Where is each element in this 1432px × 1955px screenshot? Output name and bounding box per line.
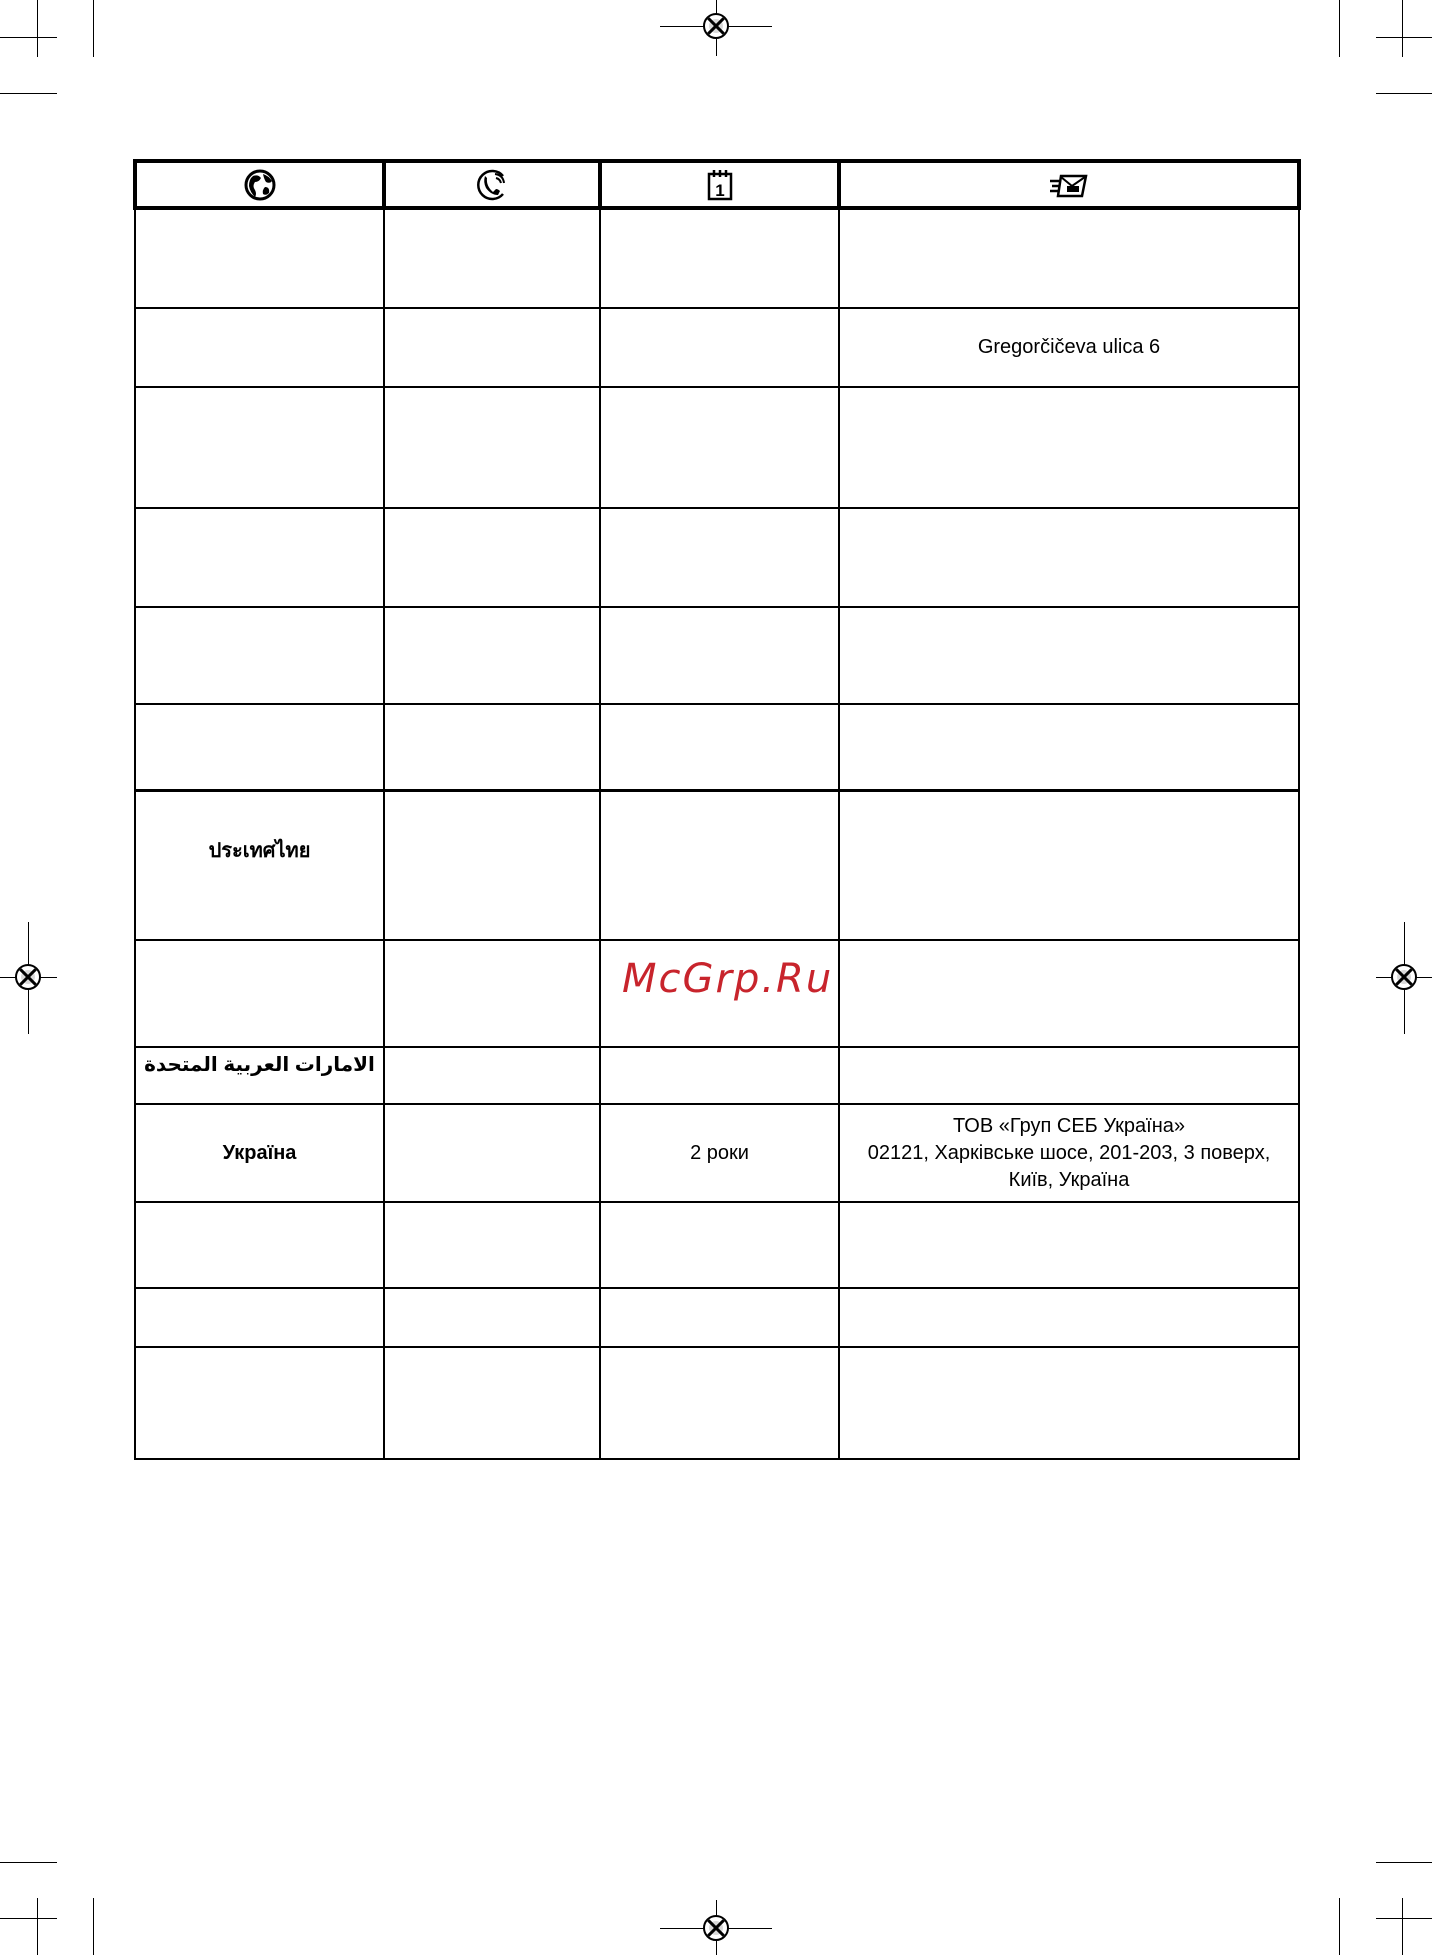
crop-mark-br-v [1402,1898,1403,1955]
watermark: McGrp.Ru [622,956,834,1002]
crop-mark-tr-h [1376,37,1432,38]
registration-target-left [15,964,41,990]
period-cell [600,387,839,508]
address-cell [839,607,1299,704]
phone-cell [384,1288,600,1347]
crop-mark-tr-v2 [1339,0,1340,57]
crop-mark-tl-v [37,0,38,57]
table-row [135,208,1299,308]
table-row [135,790,1299,940]
address-cell [839,1104,1299,1202]
address-cell [839,387,1299,508]
country-cell [135,308,384,387]
crop-mark-bl-h2 [0,1918,57,1919]
country-cell [135,1347,384,1459]
address-column-header [839,161,1299,208]
table-header-row [135,161,1299,208]
crop-mark-tr-h2 [1376,93,1432,94]
table-row [135,1202,1299,1288]
globe-icon [243,168,277,202]
address-line: 02121, Харківське шосе, 201-203, 3 поверх, [867,1141,1271,1164]
period-cell [600,1047,839,1104]
period-cell [600,308,839,387]
period-cell: 2 роки [600,1104,839,1202]
address-line: Київ, Україна [1008,1168,1130,1191]
calendar-digit: 1 [714,180,725,200]
address-cell [839,1202,1299,1288]
crop-mark-bl-v2 [93,1898,94,1955]
registration-target-right [1391,964,1417,990]
address-cell: Gregorčičeva ulica 6 [839,308,1299,387]
phone-cell [384,508,600,607]
table-row [135,508,1299,607]
country-cell [135,208,384,308]
period-cell [600,607,839,704]
table-row [135,704,1299,790]
address-cell [839,940,1299,1047]
phone-cell [384,607,600,704]
address-cell [839,508,1299,607]
phone-cell [384,790,600,940]
calendar-icon [706,168,734,202]
period-cell [600,1347,839,1459]
period-cell [600,1202,839,1288]
table-row [135,607,1299,704]
table-row [135,1047,1299,1104]
country-cell [135,704,384,790]
crop-mark-tl-v2 [93,0,94,57]
country-cell [135,940,384,1047]
crop-mark-tl-h [0,37,57,38]
crop-mark-br-h2 [1376,1918,1432,1919]
table-row [135,1347,1299,1459]
crop-mark-br-v2 [1339,1898,1340,1955]
country-cell: ประเทศไทย [135,790,384,940]
address-cell [839,790,1299,940]
country-column-header [135,161,384,208]
country-cell [135,508,384,607]
mail-address-icon [1049,170,1089,200]
address-cell [839,1047,1299,1104]
period-cell [600,1288,839,1347]
crop-mark-bl-v [37,1898,38,1955]
crop-mark-bl-h [0,1862,57,1863]
address-line: ТОВ «Груп СЕБ Україна» [952,1114,1185,1137]
address-cell [839,208,1299,308]
phone-cell [384,308,600,387]
table-row [135,1104,1299,1202]
phone-cell [384,208,600,308]
address-cell [839,1347,1299,1459]
registration-target-top [703,13,729,39]
period-cell [600,508,839,607]
registration-target-bottom [703,1915,729,1941]
phone-cell [384,704,600,790]
phone-icon [473,168,511,202]
period-column-header [600,161,839,208]
table-row [135,387,1299,508]
period-cell [600,704,839,790]
country-cell [135,1288,384,1347]
warranty-table [133,159,1301,1460]
table-row [135,1288,1299,1347]
phone-column-header [384,161,600,208]
period-cell [600,790,839,940]
address-cell [839,704,1299,790]
crop-mark-tl-h2 [0,93,57,94]
phone-cell [384,940,600,1047]
country-cell [135,1202,384,1288]
phone-cell [384,1047,600,1104]
country-cell [135,387,384,508]
period-cell [600,208,839,308]
address-cell [839,1288,1299,1347]
crop-mark-br-h [1376,1862,1432,1863]
country-cell: الامارات العربية المتحدة [135,1047,384,1104]
phone-cell [384,1104,600,1202]
country-cell: Україна [135,1104,384,1202]
table-row [135,308,1299,387]
crop-mark-tr-v [1402,0,1403,57]
phone-cell [384,387,600,508]
phone-cell [384,1347,600,1459]
phone-cell [384,1202,600,1288]
country-cell [135,607,384,704]
